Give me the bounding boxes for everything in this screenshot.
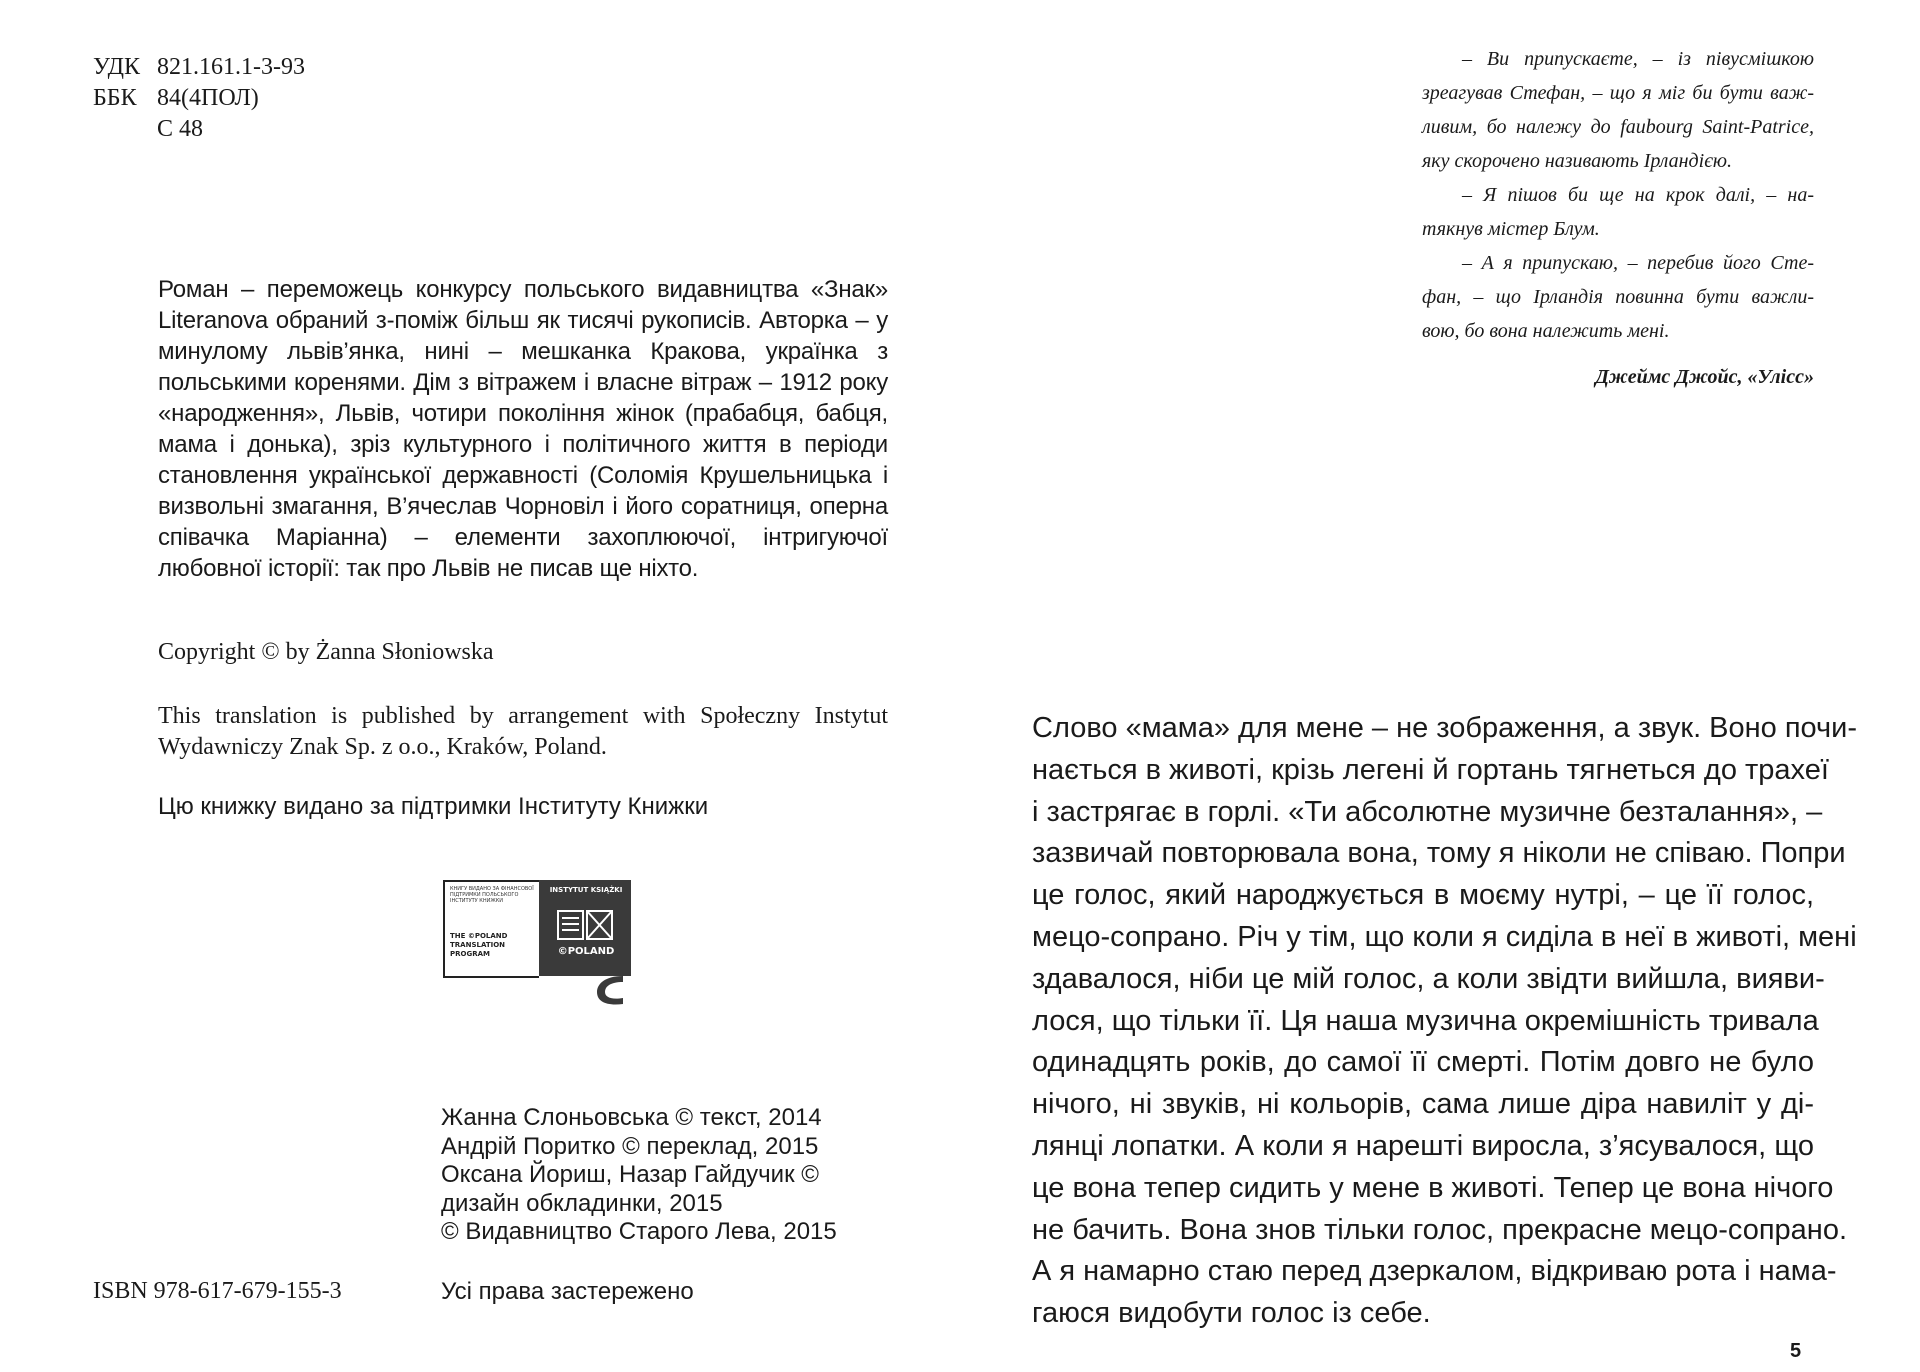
text-line: мецо-сопрано. Річ у тім, що коли я сиділа в неї в животі, мені — [1032, 920, 1857, 953]
credit-publisher: © Видавництво Старого Лева, 2015 — [441, 1218, 837, 1245]
logo-curl-icon — [593, 972, 627, 1008]
rights-reserved: Усі права застережено — [441, 1278, 694, 1305]
poland-translation-program-logo — [443, 880, 631, 1008]
udk-row — [93, 52, 305, 83]
epigraph-line: – Я пішов би ще на крок далі, – на- — [1462, 184, 1814, 206]
chapter-opening-text — [1032, 708, 1858, 1335]
epigraph-line: – Ви припускаєте, – із півусмішкою — [1462, 48, 1814, 70]
text-line: це вона тепер сидить у мене в животі. Тепер це вона нічого — [1032, 1171, 1834, 1204]
text-line: зазвичай повторювала вона, тому я ніколи не співаю. Попри — [1032, 837, 1846, 870]
logo-institute-text: INSTYTUT KSIĄŻKI — [549, 886, 623, 894]
udk-label: УДК — [93, 54, 140, 80]
epigraph-line: тякнув містер Блум. — [1422, 218, 1600, 240]
logo-small-text: КНИГУ ВИДАНО ЗА ФІНАНСОВОЇ ПІДТРИМКИ ПОЛЬСЬКОГО ІНСТИТУТУ КНИЖКИ — [450, 886, 534, 904]
text-line: лянці лопатки. А коли я нарешті виросла, з’ясувалося, що — [1032, 1129, 1814, 1162]
epigraph-line: вою, бо вона належить мені. — [1422, 320, 1670, 342]
author-mark: С 48 — [157, 116, 204, 142]
epigraph-attribution: Джеймс Джойс, «Улісс» — [1595, 366, 1814, 388]
bbk-label: ББК — [93, 85, 137, 111]
book-mark-icon — [557, 910, 613, 940]
book-annotation: Роман – переможець конкурсу польського видавництва «Знак» Literanova обраний з-поміж більш як тисячі рукописів. Авторка – у минулому львів’янка, нині – мешканка Кракова, українка з польськими коренями. Дім з вітражем і власне вітраж – 1912 року «народження», Львів, чотири покоління жінок (прабабця, бабця, мама і донька), зріз культурного і політичного життя в періоди становлення української державності (Соломія Крушельницька і визвольні змагання, В’ячеслав Чорновіл і його соратниця, оперна співачка Маріанна) – елементи захоплюючої, інтригуючої любовної історії: так про Львів не писав ще ніхто. — [158, 276, 888, 582]
logo-program-text — [450, 932, 536, 959]
translation-note: This translation is published by arrangement with Społeczny Instytut Wydawniczy Znak Sp. z o.o., Kraków, Poland. — [158, 703, 888, 760]
bbk-value: 84(4ПОЛ) — [157, 85, 259, 111]
text-line: гаюся видобути голос із себе. — [1032, 1297, 1431, 1330]
logo-poland-text: ©POLAND — [557, 946, 615, 957]
page-number: 5 — [1790, 1340, 1802, 1362]
epigraph-line: ливим, бо належу до faubourg Saint-Patrice, — [1422, 116, 1814, 138]
credit-cover-design: дизайн обкладинки, 2015 — [441, 1189, 723, 1217]
credit-cover-authors: Оксана Йориш, Назар Гайдучик © — [441, 1161, 819, 1188]
text-line: здавалося, ніби це мій голос, а коли звідти вийшла, вияви- — [1032, 962, 1825, 995]
classification-block — [93, 52, 305, 145]
text-line: одинадцять років, до самої її смерті. Потім довго не було — [1032, 1046, 1814, 1079]
epigraph-line: – А я припускаю, – перебив його Сте- — [1462, 252, 1814, 274]
credits-block — [441, 1104, 837, 1247]
text-line: і застрягає в горлі. «Ти абсолютне музичне безталання», – — [1032, 795, 1823, 828]
epigraph — [1422, 42, 1814, 348]
bbk-row — [93, 83, 305, 114]
logo-program-line-1: THE ©POLAND — [450, 932, 508, 940]
text-line: це голос, який народжується в моєму нутрі, – це її голос, — [1032, 879, 1814, 912]
udk-value: 821.161.1-3-93 — [157, 54, 305, 80]
text-line: А я намарно стаю перед дзеркалом, відкриваю рота і нама- — [1032, 1255, 1837, 1288]
isbn: ISBN 978-617-679-155-3 — [93, 1278, 342, 1304]
support-note: Цю книжку видано за підтримки Інституту Книжки — [158, 793, 709, 820]
logo-program-line-2: TRANSLATION — [450, 941, 506, 949]
credit-text: Жанна Слоньовська © текст, 2014 — [441, 1104, 822, 1131]
text-line: лося, що тільки її. Ця наша музична окремішність тривала — [1032, 1004, 1819, 1037]
logo-left-panel — [443, 880, 539, 978]
text-line: нається в животі, крізь легені й гортань тягнеться до трахеї — [1032, 753, 1829, 786]
epigraph-line: зреагував Стефан, – що я міг би бути важ- — [1422, 82, 1814, 104]
text-line: нічого, ні звуків, ні кольорів, сама лише діра навиліт у ді- — [1032, 1088, 1814, 1121]
copyright-line: Copyright © by Żanna Słoniowska — [158, 639, 494, 665]
credit-translation: Андрій Поритко © переклад, 2015 — [441, 1132, 819, 1160]
logo-program-line-3: PROGRAM — [450, 950, 490, 958]
logo-right-panel — [539, 880, 631, 976]
epigraph-line: яку скорочено називають Ірландією. — [1422, 150, 1733, 172]
text-line: не бачить. Вона знов тільки голос, прекрасне мецо-сопрано. — [1032, 1213, 1848, 1246]
text-line: Слово «мама» для мене – не зображення, а звук. Воно почи- — [1032, 712, 1858, 744]
epigraph-line: фан, – що Ірландія повинна бути важли- — [1422, 286, 1814, 308]
